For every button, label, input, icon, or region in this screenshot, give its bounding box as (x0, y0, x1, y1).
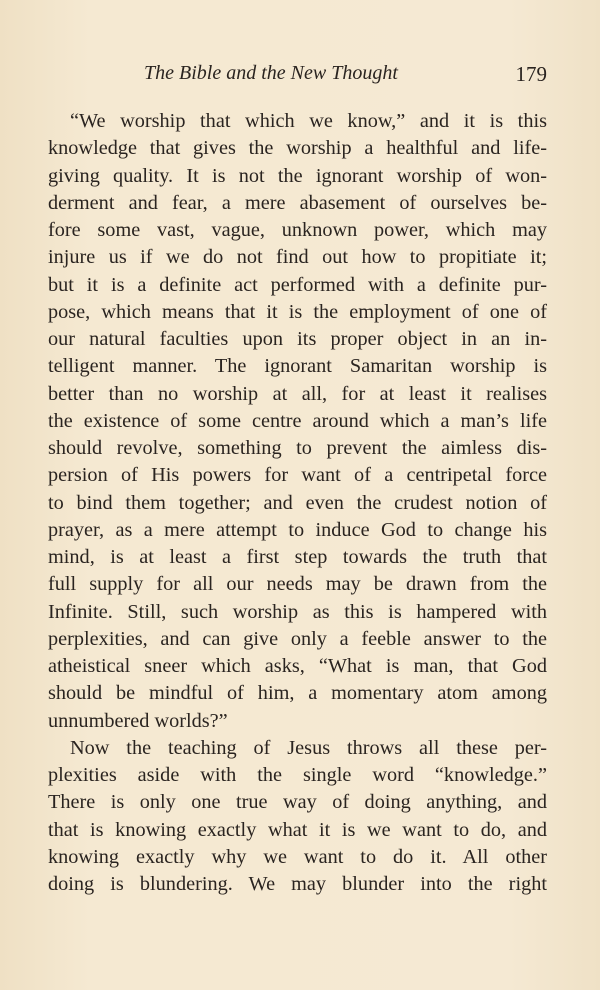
text-line: knowledge that gives the worship a healthful and life- (48, 137, 547, 160)
running-title: The Bible and the New Thought (144, 62, 398, 84)
text-line: should revolve, something to prevent the aimless dis- (48, 437, 547, 459)
text-line: “We worship that which we know,” and it is this (70, 110, 547, 132)
text-line: persion of His powers for want of a centripetal force (48, 464, 547, 487)
text-line: to bind them together; and even the crudest notion of (48, 491, 547, 514)
text-line: that is knowing exactly what it is we want to do, and (48, 818, 547, 841)
text-line: pose, which means that it is the employment of one of (48, 300, 547, 323)
text-line: derment and fear, a mere abasement of ourselves be- (48, 191, 547, 214)
text-line: telligent manner. The ignorant Samaritan worship is (48, 355, 547, 378)
text-line: full supply for all our needs may be drawn from the (48, 573, 547, 596)
text-line: perplexities, and can give only a feeble answer to the (48, 627, 547, 650)
text-line: but it is a definite act performed with a definite pur- (48, 273, 547, 296)
text-line: giving quality. It is not the ignorant worship of won- (48, 164, 547, 187)
text-line: knowing exactly why we want to do it. All other (48, 845, 547, 868)
text-line: our natural faculties upon its proper object in an in- (48, 328, 547, 350)
text-line: There is only one true way of doing anything, and (48, 791, 547, 814)
text-line: atheistical sneer which asks, “What is man, that God (48, 655, 547, 677)
text-line: the existence of some centre around which a man’s life (48, 409, 547, 432)
text-line: Infinite. Still, such worship as this is hampered with (48, 600, 547, 623)
text-line: fore some vast, vague, unknown power, which may (48, 219, 547, 241)
text-line: injure us if we do not find out how to propitiate it; (48, 246, 547, 269)
page-number: 179 (515, 62, 547, 86)
page-header (48, 62, 547, 90)
text-line: unnumbered worlds?” (48, 709, 228, 732)
text-line: prayer, as a mere attempt to induce God to change his (48, 518, 547, 541)
text-line: mind, is at least a first step towards the truth that (48, 546, 547, 568)
text-line: plexities aside with the single word “knowledge.” (48, 764, 547, 786)
text-line: should be mindful of him, a momentary atom among (48, 682, 547, 705)
text-line: doing is blundering. We may blunder into the right (48, 873, 547, 895)
text-line: Now the teaching of Jesus throws all these per- (70, 736, 547, 759)
body-text (48, 108, 547, 898)
text-line: better than no worship at all, for at least it realises (48, 382, 547, 405)
